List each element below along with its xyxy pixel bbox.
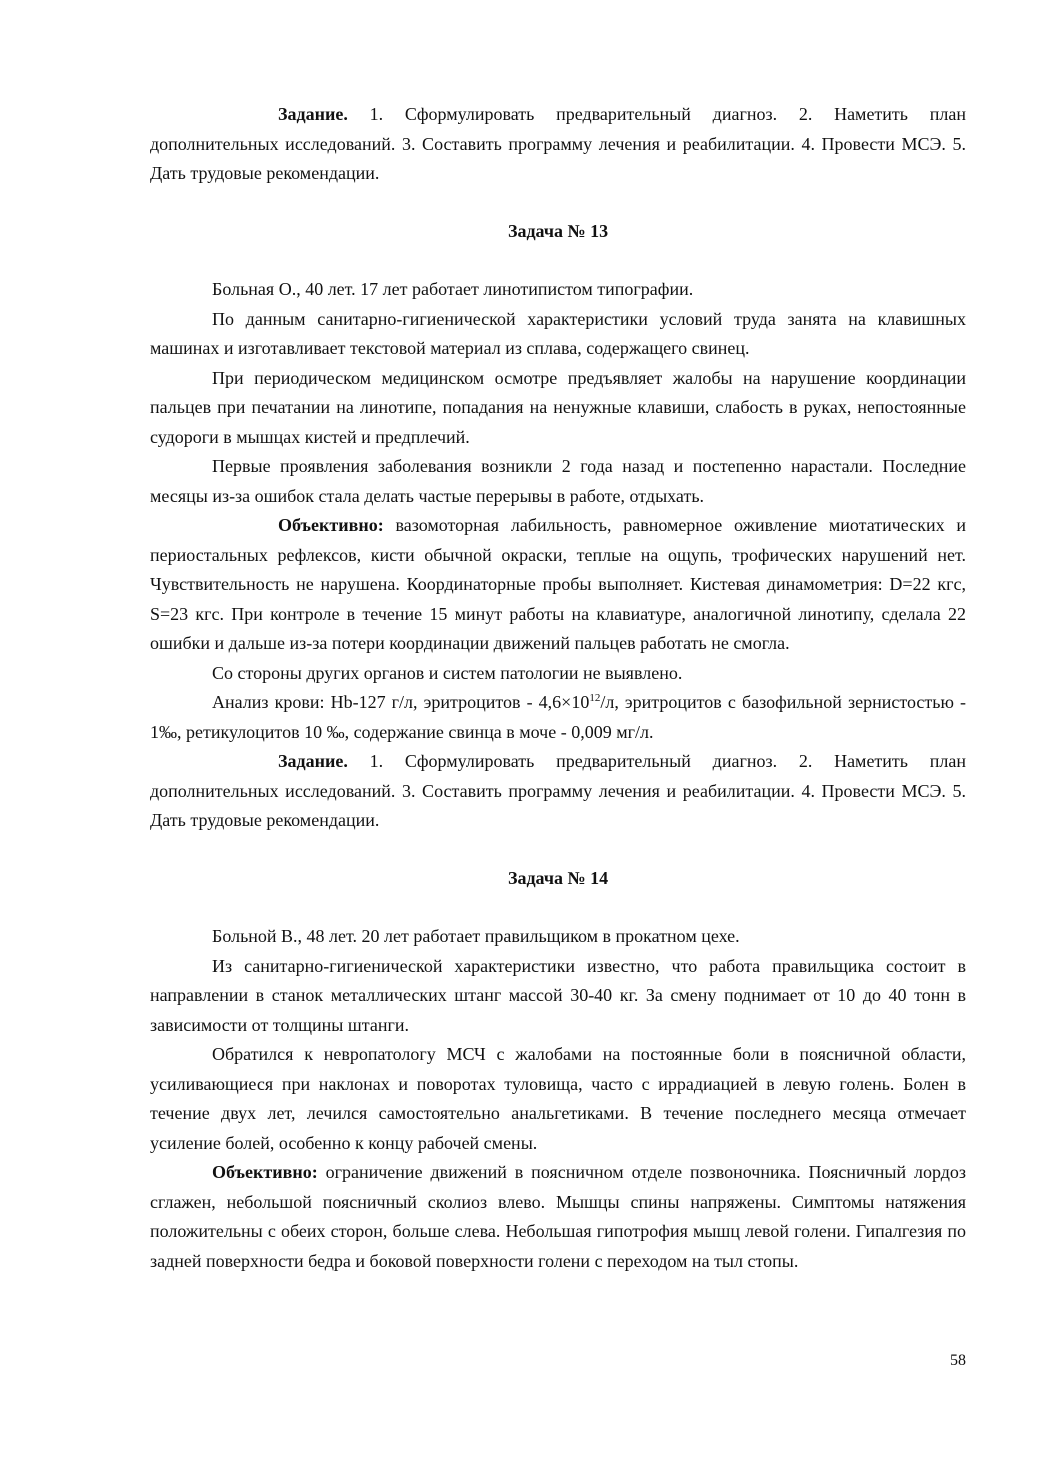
blood-test-text-b: /л, эритроцитов с базофильной зернистостью - 1‰, ретикулоцитов 10 ‰, содержание свинца в моче - 0,009 мг/л. <box>150 692 967 742</box>
case-14-objective-label: Объективно: <box>212 1162 318 1182</box>
case-14-patient: Больной В., 48 лет. 20 лет работает правильщиком в прокатном цехе. <box>212 926 740 946</box>
task-label: Задание. <box>278 104 348 124</box>
task-label: Задание. <box>278 751 348 771</box>
blood-test-exponent: 12 <box>589 692 601 704</box>
task-block-top <box>150 100 966 189</box>
case-13-objective <box>150 511 966 659</box>
case-14-objective-text: ограничение движений в поясничном отделе позвоночника. Поясничный лордоз сглажен, небольшой поясничный сколиоз влево. Мышцы спины напряжены. Симптомы натяжения положительны с обеих сторон, больше слева. Небольшая гипотрофия мышц левой голени. Гипалгезия по задней поверхности бедра и боковой поверхности голени с переходом на тыл стопы. <box>150 1162 966 1271</box>
case-13-objective-text: вазомоторная лабильность, равномерное оживление миотатических и периостальных рефлексов, кисти обычной окраски, теплые на ощупь, трофических нарушений нет. Чувствительность не нарушена. Координаторные пробы выполняет. Кистевая динамометрия: D=22 кгс, S=23 кгс. При контроле в течение 15 минут работы на клавиатуре, аналогичной линотипу, сделала 22 ошибки и дальше из-за потери координации движений пальцев работать не смогла. <box>150 515 966 653</box>
case-13-conditions: По данным санитарно-гигиенической характеристики условий труда занята на клавишных машинах и изготавливает текстовой материал из сплава, содержащего свинец. <box>150 308 966 358</box>
case-14-objective <box>150 1158 966 1276</box>
page-number: 58 <box>950 1352 966 1369</box>
case-14-conditions: Из санитарно-гигиенической характеристики известно, что работа правильщика состоит в направлении в станок металлических штанг массой 30-40 кг. За смену поднимает от 10 до 40 тонн в зависимости от толщины штанги. <box>150 955 966 1035</box>
document-page <box>150 100 966 1276</box>
case-13-other-organs: Со стороны других органов и систем патологии не выявлено. <box>212 662 683 683</box>
case-14-complaints: Обратился к невропатологу МСЧ с жалобами на постоянные боли в поясничной области, усиливающиеся при наклонах и поворотах туловища, часто с иррадиацией в левую голень. Болен в течение двух лет, лечился самостоятельно анальгетиками. В течение последнего месяца отмечает усиление болей, особенно к концу рабочей смены. <box>150 1044 966 1153</box>
case-13-blood-test <box>150 688 966 747</box>
case-13-patient: Больная О., 40 лет. 17 лет работает линотипистом типографии. <box>212 279 694 299</box>
task-text: 1. Сформулировать предварительный диагноз. 2. Наметить план дополнительных исследований. 3. Составить программу лечения и реабилитации. 4. Провести МСЭ. 5. Дать трудовые рекомендации. <box>150 104 966 183</box>
case-13-complaints: При периодическом медицинском осмотре предъявляет жалобы на нарушение координации пальцев при печатании на линотипе, попадания на ненужные клавиши, слабость в руках, непостоянные судороги в мышцах кистей и предплечий. <box>150 367 966 447</box>
task-block-13 <box>150 747 966 836</box>
task-paragraph <box>150 747 966 836</box>
task-paragraph <box>150 100 966 189</box>
case-13-objective-label: Объективно: <box>278 515 384 535</box>
task-text: 1. Сформулировать предварительный диагноз. 2. Наметить план дополнительных исследований. 3. Составить программу лечения и реабилитации. 4. Провести МСЭ. 5. Дать трудовые рекомендации. <box>150 751 966 830</box>
case-13-heading: Задача № 13 <box>507 220 609 241</box>
case-14-heading: Задача № 14 <box>507 867 609 888</box>
blood-test-text-a: Анализ крови: Hb-127 г/л, эритроцитов - 4,6×10 <box>212 692 590 712</box>
case-13-history: Первые проявления заболевания возникли 2 года назад и постепенно нарастали. Последние месяцы из-за ошибок стала делать частые перерывы в работе, отдыхать. <box>150 456 966 506</box>
